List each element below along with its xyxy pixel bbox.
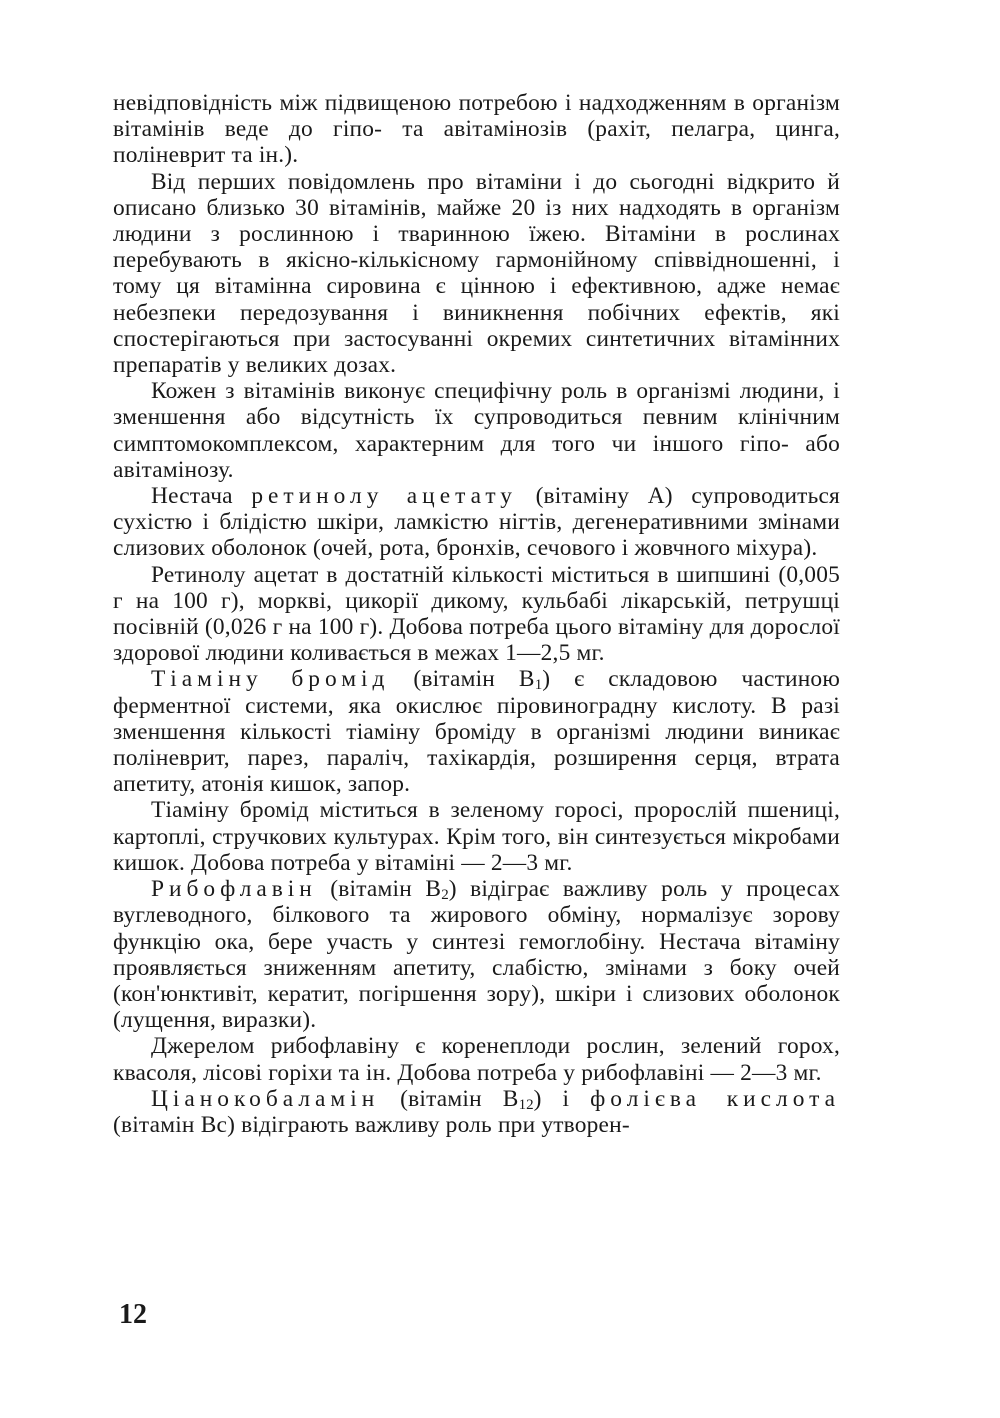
body-text: [113, 90, 840, 1138]
paragraph-8: [113, 876, 840, 1033]
paragraph-rest: (вітаміну А) супроводиться сухістю і блідістю шкіри, ламкістю нігтів, дегенеративними змінами слизових оболонок (очей, рота, бронхів, сечового і жовчного міхура).: [113, 483, 840, 562]
subscript: 12: [518, 1096, 534, 1113]
page-number: 12: [119, 1299, 147, 1330]
paragraph-4: [113, 483, 840, 562]
spaced-term-cyanocobalamin: Ціанокобаламін: [151, 1085, 380, 1112]
paragraph-3: Кожен з вітамінів виконує специфічну роль в організмі людини, і зменшення або відсутність їх супроводиться певним клінічним симптомокомплексом, характерним для того чи іншого гіпо- або авітамінозу.: [113, 378, 840, 483]
spaced-term-retinol: ретинолу ацетату: [251, 483, 517, 510]
paragraph-10: [113, 1086, 840, 1138]
subscript: 1: [534, 677, 543, 694]
paragraph-rest-b: ) і: [533, 1085, 591, 1112]
paragraph-lead: Нестача: [151, 483, 252, 510]
subscript: 2: [441, 887, 449, 904]
paragraph-rest-c: (вітамін Bc) відіграють важливу роль при утворен-: [113, 1111, 630, 1138]
paragraph-1: невідповідність між підвищеною потребою і надходженням в організм вітамінів веде до гіпо- та авітамінозів (рахіт, пелагра, цинга, поліневрит та ін.).: [113, 90, 840, 169]
spaced-term-riboflavin: Рибофлавін: [151, 876, 317, 903]
paragraph-7: Тіаміну бромід міститься в зеленому горосі, пророслій пшениці, картоплі, стручкових культурах. Крім того, він синтезується мікробами кишок. Добова потреба у вітаміні — 2—3 мг.: [113, 797, 840, 876]
paragraph-rest-b: ) відіграє важливу роль у процесах вуглеводного, білкового та жирового обміну, нормалізує зорову функцію ока, бере участь у синтезі гемоглобіну. Нестача вітаміну проявляється зниженням апетиту, слабістю, змінами з боку очей (кон'юнктивіт, кератит, погіршення зору), шкіри і слизових оболонок (лущення, виразки).: [113, 876, 840, 1034]
paragraph-6: [113, 666, 840, 797]
paragraph-rest-a: (вітамін B: [316, 876, 442, 903]
paragraph-rest-a: (вітамін B: [379, 1085, 519, 1112]
paragraph-9: Джерелом рибофлавіну є коренеплоди рослин, зелений горох, квасоля, лісові горіхи та ін. Добова потреба у рибофлавіні — 2—3 мг.: [113, 1033, 840, 1086]
paragraph-rest-b: ) є складовою частиною ферментної системи, яка окислює піровиноградну кислоту. В разі зменшення кількості тіаміну броміду в організмі людини виникає поліневрит, парез, параліч, тахікардія, розширення серця, втрата апетиту, атонія кишок, запор.: [113, 666, 841, 798]
paragraph-rest-a: (вітамін B: [389, 666, 535, 693]
spaced-term-thiamine: Тіаміну бромід: [151, 666, 390, 693]
paragraph-2: Від перших повідомлень про вітаміни і до сьогодні відкрито й описано близько 30 вітамінів, майже 20 із них надходять в організм людини з рослинною і тваринною їжею. Вітаміни в рослинах перебувають в якісно-кількісному гармонійному співвідношенні, і тому ця вітамінна сировина є цінною і ефективною, адже немає небезпеки передозування і виникнення побічних ефектів, які спостерігаються при застосуванні окремих синтетичних вітамінних препаратів у великих дозах.: [113, 168, 840, 379]
paragraph-5: Ретинолу ацетат в достатній кількості міститься в шипшині (0,005 г на 100 г), моркві, цикорії дикому, кульбабі лікарській, петрушці посівній (0,026 г на 100 г). Добова потреба цього вітаміну для дорослої здорової людини коливається в межах 1—2,5 мг.: [113, 561, 840, 667]
spaced-term-folic-acid: фолієва кислота: [590, 1085, 840, 1112]
